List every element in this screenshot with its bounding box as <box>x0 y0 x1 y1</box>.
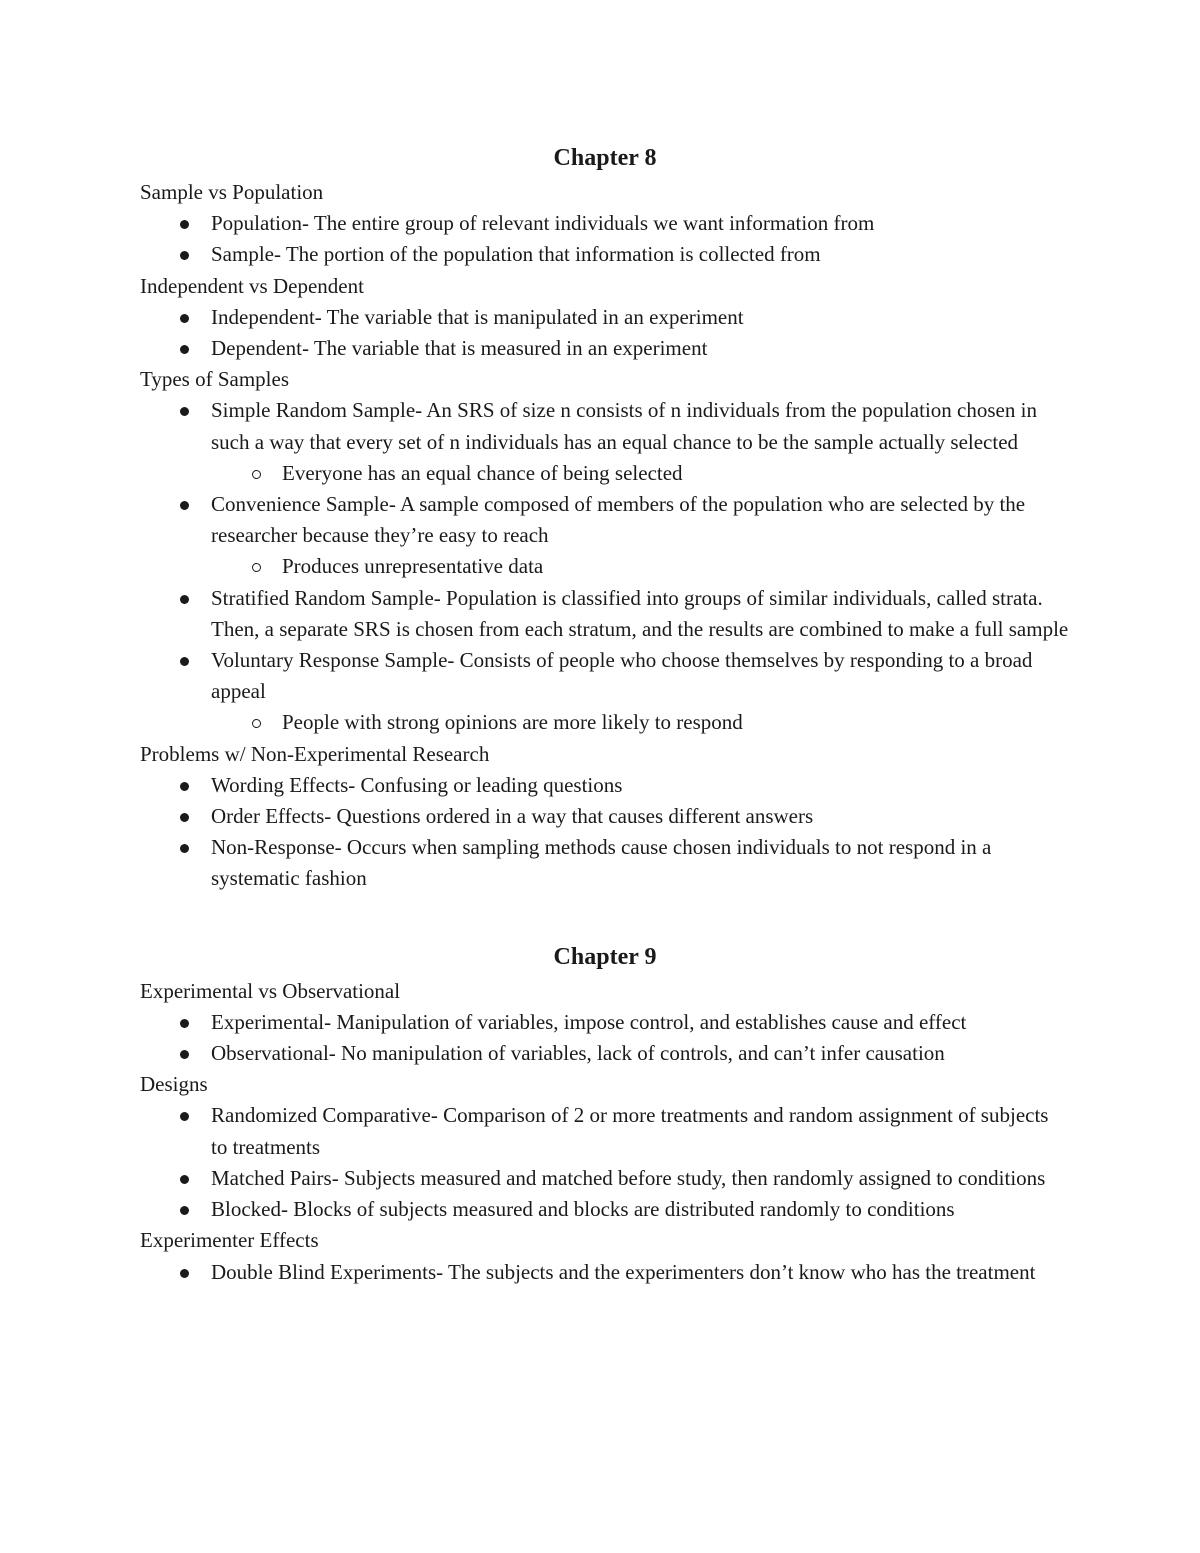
chapter-title: Chapter 8 <box>553 145 657 171</box>
list-item <box>140 770 1070 801</box>
chapter-1 <box>140 140 1070 895</box>
list-item-text: Stratified Random Sample- Population is classified into groups of similar individuals, called strata. Then, a separate SRS is chosen from each stratum, and the results are combined to make a full sample <box>211 585 1069 641</box>
sub-list-item <box>211 707 1070 738</box>
bullet-icon <box>180 1175 189 1184</box>
section-heading: Experimental vs Observational <box>140 978 401 1003</box>
list-item-text: Simple Random Sample- An SRS of size n consists of n individuals from the population chosen in such a way that every set of n individuals has an equal chance to be the sample actually selected <box>211 398 1037 454</box>
bullet-icon <box>180 1269 189 1278</box>
bullet-list <box>140 1257 1070 1288</box>
sub-bullet-list <box>211 707 1070 738</box>
list-item <box>140 1194 1070 1225</box>
bullet-icon <box>180 813 189 822</box>
bullet-icon <box>180 251 189 260</box>
section-heading: Independent vs Dependent <box>140 273 364 298</box>
list-item-text: Non-Response- Occurs when sampling methods cause chosen individuals to not respond in a systematic fashion <box>211 835 992 891</box>
chapter-2 <box>140 939 1070 1288</box>
bullet-icon <box>180 595 189 604</box>
bullet-list <box>140 395 1070 738</box>
section-heading: Designs <box>140 1072 208 1097</box>
list-item <box>140 489 1070 551</box>
bullet-icon <box>180 407 189 416</box>
bullet-icon <box>180 1019 189 1028</box>
section-heading: Sample vs Population <box>140 180 324 204</box>
bullet-list <box>140 208 1070 270</box>
bullet-list <box>140 1100 1070 1225</box>
list-item-text: Observational- No manipulation of variables, lack of controls, and can’t infer causation <box>211 1041 945 1066</box>
bullet-icon <box>180 1206 189 1215</box>
list-item <box>140 1038 1070 1069</box>
section-heading: Experimenter Effects <box>140 1228 319 1253</box>
list-item-text: Sample- The portion of the population that information is collected from <box>211 242 821 267</box>
list-item <box>140 583 1070 645</box>
list-item-text: Double Blind Experiments- The subjects and the experimenters don’t know who has the treatment <box>211 1259 1036 1284</box>
list-item <box>140 1257 1070 1288</box>
list-item <box>140 1007 1070 1038</box>
list-item <box>140 239 1070 270</box>
sub-bullet-list <box>211 551 1070 582</box>
section-heading: Problems w/ Non-Experimental Research <box>140 741 490 766</box>
bullet-list <box>140 770 1070 895</box>
list-item <box>140 645 1070 707</box>
sub-bullet-list <box>211 458 1070 489</box>
bullet-icon <box>180 501 189 510</box>
list-item <box>140 395 1070 457</box>
bullet-icon <box>180 657 189 666</box>
list-item <box>140 801 1070 832</box>
bullet-icon <box>180 1050 189 1059</box>
sub-list-container <box>140 707 1070 738</box>
document-page <box>140 140 1070 1288</box>
bullet-icon <box>180 844 189 853</box>
list-item-text: Independent- The variable that is manipulated in an experiment <box>211 304 744 329</box>
list-item-text: Population- The entire group of relevant individuals we want information from <box>211 211 875 236</box>
sub-list-container <box>140 551 1070 582</box>
list-item-text: Convenience Sample- A sample composed of members of the population who are selected by the researcher because they’re easy to reach <box>211 492 1026 548</box>
bullet-list <box>140 302 1070 364</box>
sub-list-item <box>211 551 1070 582</box>
hollow-bullet-icon <box>252 470 261 479</box>
list-item <box>140 832 1070 894</box>
list-item-text: Dependent- The variable that is measured in an experiment <box>211 336 708 361</box>
list-item-text: Matched Pairs- Subjects measured and matched before study, then randomly assigned to conditions <box>211 1165 1046 1190</box>
list-item-text: Order Effects- Questions ordered in a way that causes different answers <box>211 804 814 829</box>
sub-list-item-text: People with strong opinions are more likely to respond <box>282 710 743 735</box>
sub-list-container <box>140 458 1070 489</box>
sub-list-item <box>211 458 1070 489</box>
bullet-icon <box>180 345 189 354</box>
bullet-icon <box>180 314 189 323</box>
list-item-text: Wording Effects- Confusing or leading questions <box>211 772 623 797</box>
list-item-text: Experimental- Manipulation of variables, impose control, and establishes cause and effect <box>211 1009 967 1034</box>
list-item <box>140 302 1070 333</box>
sub-list-item-text: Produces unrepresentative data <box>282 554 544 579</box>
sub-list-item-text: Everyone has an equal chance of being selected <box>282 460 683 485</box>
hollow-bullet-icon <box>252 719 261 728</box>
hollow-bullet-icon <box>252 563 261 572</box>
section-heading: Types of Samples <box>140 367 290 392</box>
list-item <box>140 1163 1070 1194</box>
bullet-icon <box>180 782 189 791</box>
list-item <box>140 333 1070 364</box>
bullet-icon <box>180 1112 189 1121</box>
list-item <box>140 208 1070 239</box>
list-item-text: Randomized Comparative- Comparison of 2 or more treatments and random assignment of subjects to treatments <box>211 1103 1049 1159</box>
bullet-icon <box>180 220 189 229</box>
bullet-list <box>140 1007 1070 1069</box>
list-item <box>140 1100 1070 1162</box>
list-item-text: Blocked- Blocks of subjects measured and blocks are distributed randomly to conditions <box>211 1197 955 1222</box>
list-item-text: Voluntary Response Sample- Consists of people who choose themselves by responding to a broad appeal <box>211 648 1033 704</box>
chapter-title: Chapter 9 <box>553 943 657 970</box>
